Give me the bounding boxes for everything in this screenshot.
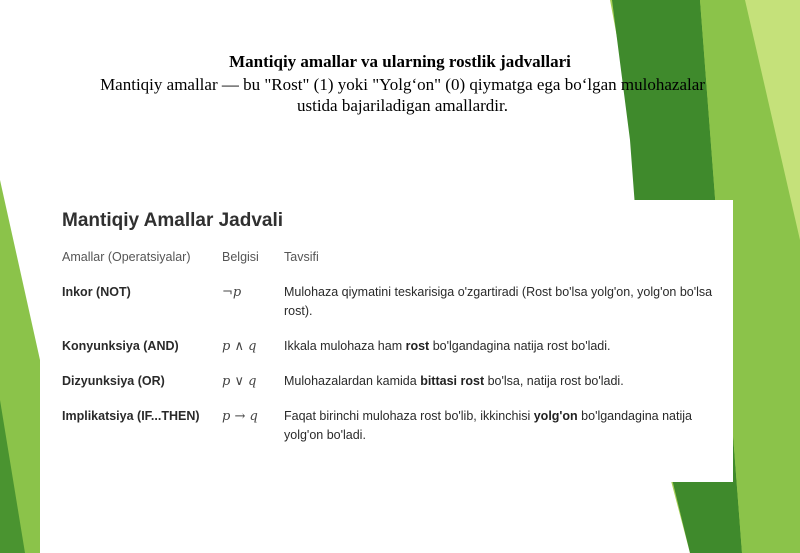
operation-description	[284, 337, 722, 372]
description-text: Faqat birinchi mulohaza rost bo'lib, ikkinchisi	[284, 409, 534, 423]
table-row	[62, 337, 722, 372]
description-text: Ikkala mulohaza ham	[284, 339, 406, 353]
description-text: Mulohaza qiymatini teskarisiga o'zgartiradi (Rost bo'lsa yolg'on, yolg'on bo'lsa rost).	[284, 285, 713, 318]
table-header-row	[62, 248, 722, 283]
slide-subtitle: Mantiqiy amallar — bu "Rost" (1) yoki "Yolg‘on" (0) qiymatga ega bo‘lgan mulohazalar ustida bajariladigan amallardir.	[100, 75, 705, 115]
operation-description	[284, 372, 722, 407]
table-row	[62, 372, 722, 407]
operation-symbol: ¬p	[222, 285, 242, 300]
operation-description	[284, 407, 722, 445]
operation-description	[284, 283, 722, 337]
operation-name: Dizyunksiya (OR)	[62, 374, 165, 388]
operation-name: Inkor (NOT)	[62, 285, 131, 299]
description-text: bo'lgandagina natija rost bo'ladi.	[429, 339, 611, 353]
description-text: bo'lgandagina natija yolg'on bo'ladi.	[284, 409, 692, 442]
description-text: Mulohazalardan kamida	[284, 374, 421, 388]
operation-symbol: p ∨ q	[222, 374, 257, 389]
operation-symbol: p ∧ q	[222, 339, 257, 354]
table-card	[40, 200, 733, 482]
logic-operations-table	[62, 248, 722, 445]
description-emphasis: yolg'on	[533, 409, 578, 423]
table-heading: Mantiqiy Amallar Jadvali	[62, 210, 284, 231]
slide-title: Mantiqiy amallar va ularning rostlik jadvallari	[229, 52, 571, 71]
table-row	[62, 407, 722, 445]
column-header-symbol: Belgisi	[222, 250, 259, 264]
operation-name: Konyunksiya (AND)	[62, 339, 179, 353]
description-emphasis: bittasi rost	[420, 374, 485, 388]
column-header-description: Tavsifi	[284, 250, 319, 264]
operation-symbol: p → q	[222, 409, 258, 424]
description-text: bo'lsa, natija rost bo'ladi.	[484, 374, 624, 388]
column-header-operation: Amallar (Operatsiyalar)	[62, 250, 191, 264]
operation-name: Implikatsiya (IF...THEN)	[62, 409, 200, 423]
description-emphasis: rost	[405, 339, 430, 353]
table-row	[62, 283, 722, 337]
